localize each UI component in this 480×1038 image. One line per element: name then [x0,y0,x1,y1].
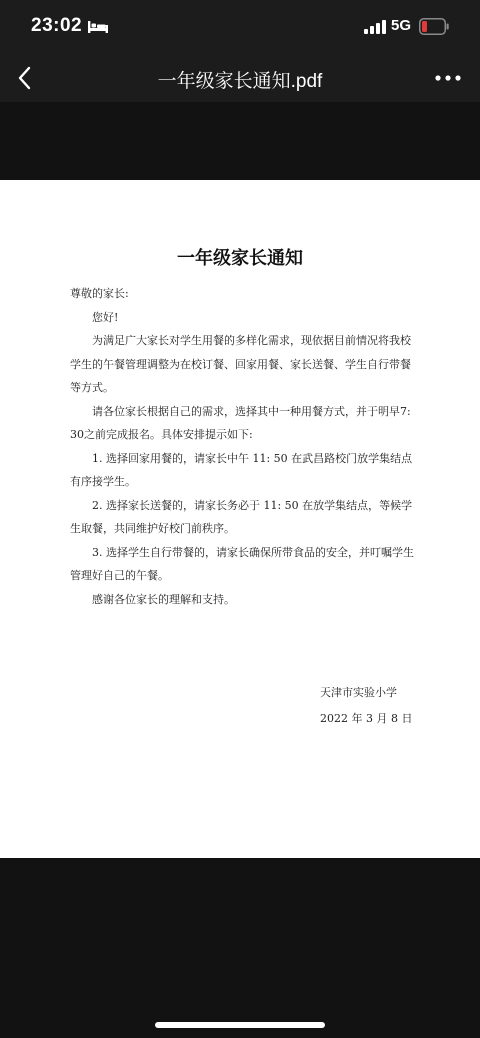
status-bar [0,0,480,54]
network-type: 5G [391,17,412,34]
pdf-viewer[interactable] [0,102,480,1038]
thanks-line: 感谢各位家长的理解和支持。 [92,592,235,606]
document-body [70,282,414,611]
status-time: 23:02 [31,15,83,36]
more-dots-icon [430,64,466,92]
document-heading: 一年级家长通知 [177,248,303,269]
pdf-page[interactable] [0,180,480,858]
list-item-self-packed: 3. 选择学生自行带餐的，请家长确保所带食品的安全，并叮嘱学生管理好自己的午餐。 [70,545,414,582]
paragraph-instructions: 请各位家长根据自己的需求，选择其中一种用餐方式，并于明早7: 30之前完成报名。具体安排提示如下: [70,404,411,441]
signer-name: 天津市实验小学 [320,686,397,699]
list-item-parent-delivery: 2. 选择家长送餐的，请家长务必于 11: 50 在放学集结点，等候学生取餐，共同维护好校门前秩序。 [70,498,413,535]
battery-low-icon [419,18,449,35]
document-date: 2022 年 3 月 8 日 [320,712,413,725]
salutation: 尊敬的家长: [70,287,129,300]
paragraph-purpose: 为满足广大家长对学生用餐的多样化需求，现依据目前情况将我校学生的午餐管理调整为在校订餐、回家用餐、家长送餐、学生自行带餐等方式。 [70,334,411,394]
chevron-left-icon [10,60,42,96]
bed-icon [88,20,108,34]
home-indicator[interactable] [155,1022,325,1028]
greeting: 您好! [92,310,119,324]
cellular-signal-icon [364,20,386,34]
list-item-home-meal: 1. 选择回家用餐的，请家长中午 11: 50 在武昌路校门放学集结点有序接学生。 [70,451,413,488]
signature-block [320,680,412,732]
navigation-bar [0,54,480,102]
more-options-button[interactable] [430,64,466,92]
document-filename-title: 一年级家长通知.pdf [157,71,323,92]
back-button[interactable] [10,60,42,96]
